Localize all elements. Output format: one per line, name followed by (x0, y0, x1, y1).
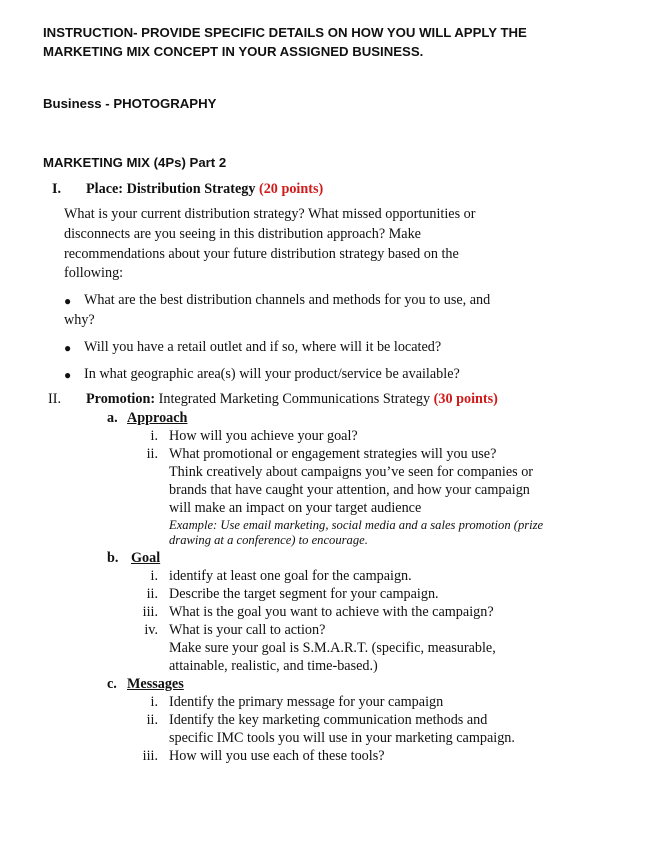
messages-item-2: Identify the key marketing communication methods and (169, 712, 488, 728)
messages-letter: c. (107, 676, 117, 692)
place-paragraph-line-1: What is your current distribution strategy? What missed opportunities or (64, 206, 476, 222)
place-paragraph-line-2: disconnects are you seeing in this distribution approach? Make (64, 226, 421, 242)
place-bullet-3: In what geographic area(s) will your product/service be available? (84, 366, 460, 382)
promotion-numeral: II. (48, 391, 61, 407)
messages-item-3-num: iii. (142, 748, 158, 764)
approach-item-2-num: ii. (146, 446, 158, 462)
place-points: (20 points) (258, 181, 324, 197)
goal-heading (131, 549, 160, 569)
goal-extra-line-1: Make sure your goal is S.M.A.R.T. (specific, measurable, (169, 640, 496, 656)
place-bullet-1-line-2: why? (64, 312, 95, 328)
goal-letter: b. (107, 550, 119, 566)
approach-item-2: What promotional or engagement strategies will you use? (169, 446, 497, 462)
place-bullet-2: Will you have a retail outlet and if so, where will it be located? (84, 339, 442, 355)
bullet-dot: ● (64, 294, 72, 308)
approach-letter: a. (107, 410, 118, 426)
messages-item-1-num: i. (150, 694, 158, 710)
promotion-title: Integrated Marketing Communications Strategy (158, 391, 431, 407)
promotion-points: (30 points) (433, 391, 498, 407)
goal-item-4: What is your call to action? (169, 622, 326, 638)
place-title: Place: Distribution Strategy (86, 181, 256, 197)
bullet-dot: ● (64, 341, 72, 355)
approach-extra-line-3: will make an impact on your target audience (169, 500, 422, 516)
messages-item-2-num: ii. (146, 712, 158, 728)
goal-item-3-num: iii. (142, 604, 158, 620)
goal-extra-line-2: attainable, realistic, and time-based.) (169, 658, 378, 674)
messages-item-3: How will you use each of these tools? (169, 748, 385, 764)
promotion-label: Promotion: (86, 391, 156, 407)
place-heading (86, 180, 323, 200)
place-paragraph-line-4: following: (64, 265, 124, 281)
goal-item-2-num: ii. (146, 586, 158, 602)
instruction-line-1: INSTRUCTION- PROVIDE SPECIFIC DETAILS ON HOW YOU WILL APPLY THE (43, 25, 527, 40)
section-title: MARKETING MIX (4Ps) Part 2 (43, 155, 227, 170)
messages-item-1: Identify the primary message for your campaign (169, 694, 444, 710)
bullet-dot: ● (64, 368, 72, 382)
goal-item-1: identify at least one goal for the campaign. (169, 568, 412, 584)
promotion-heading (86, 390, 498, 410)
goal-item-2: Describe the target segment for your campaign. (169, 586, 439, 602)
goal-item-4-num: iv. (144, 622, 158, 638)
messages-item-2-continued: specific IMC tools you will use in your marketing campaign. (169, 730, 515, 746)
approach-example-line-1: Example: Use email marketing, social media and a sales promotion (prize (169, 518, 544, 532)
approach-extra-line-1: Think creatively about campaigns you’ve seen for companies or (169, 464, 534, 480)
messages-heading (127, 675, 184, 695)
goal-item-1-num: i. (150, 568, 158, 584)
place-bullet-1-line-1: What are the best distribution channels and methods for you to use, and (84, 292, 491, 308)
goal-heading-text: Goal (131, 550, 161, 566)
goal-item-3: What is the goal you want to achieve with the campaign? (169, 604, 494, 620)
approach-extra-line-2: brands that have caught your attention, and how your campaign (169, 482, 530, 498)
approach-item-1: How will you achieve your goal? (169, 428, 358, 444)
place-numeral: I. (52, 181, 62, 197)
place-paragraph-line-3: recommendations about your future distribution strategy based on the (64, 246, 459, 262)
approach-item-1-num: i. (150, 428, 158, 444)
instruction-line-2: MARKETING MIX CONCEPT IN YOUR ASSIGNED BUSINESS. (43, 44, 424, 59)
messages-heading-text: Messages (127, 676, 184, 692)
approach-heading (127, 409, 187, 429)
business-line: Business - PHOTOGRAPHY (43, 96, 217, 111)
approach-example-line-2: drawing at a conference) to encourage. (169, 533, 368, 547)
approach-heading-text: Approach (127, 410, 188, 426)
